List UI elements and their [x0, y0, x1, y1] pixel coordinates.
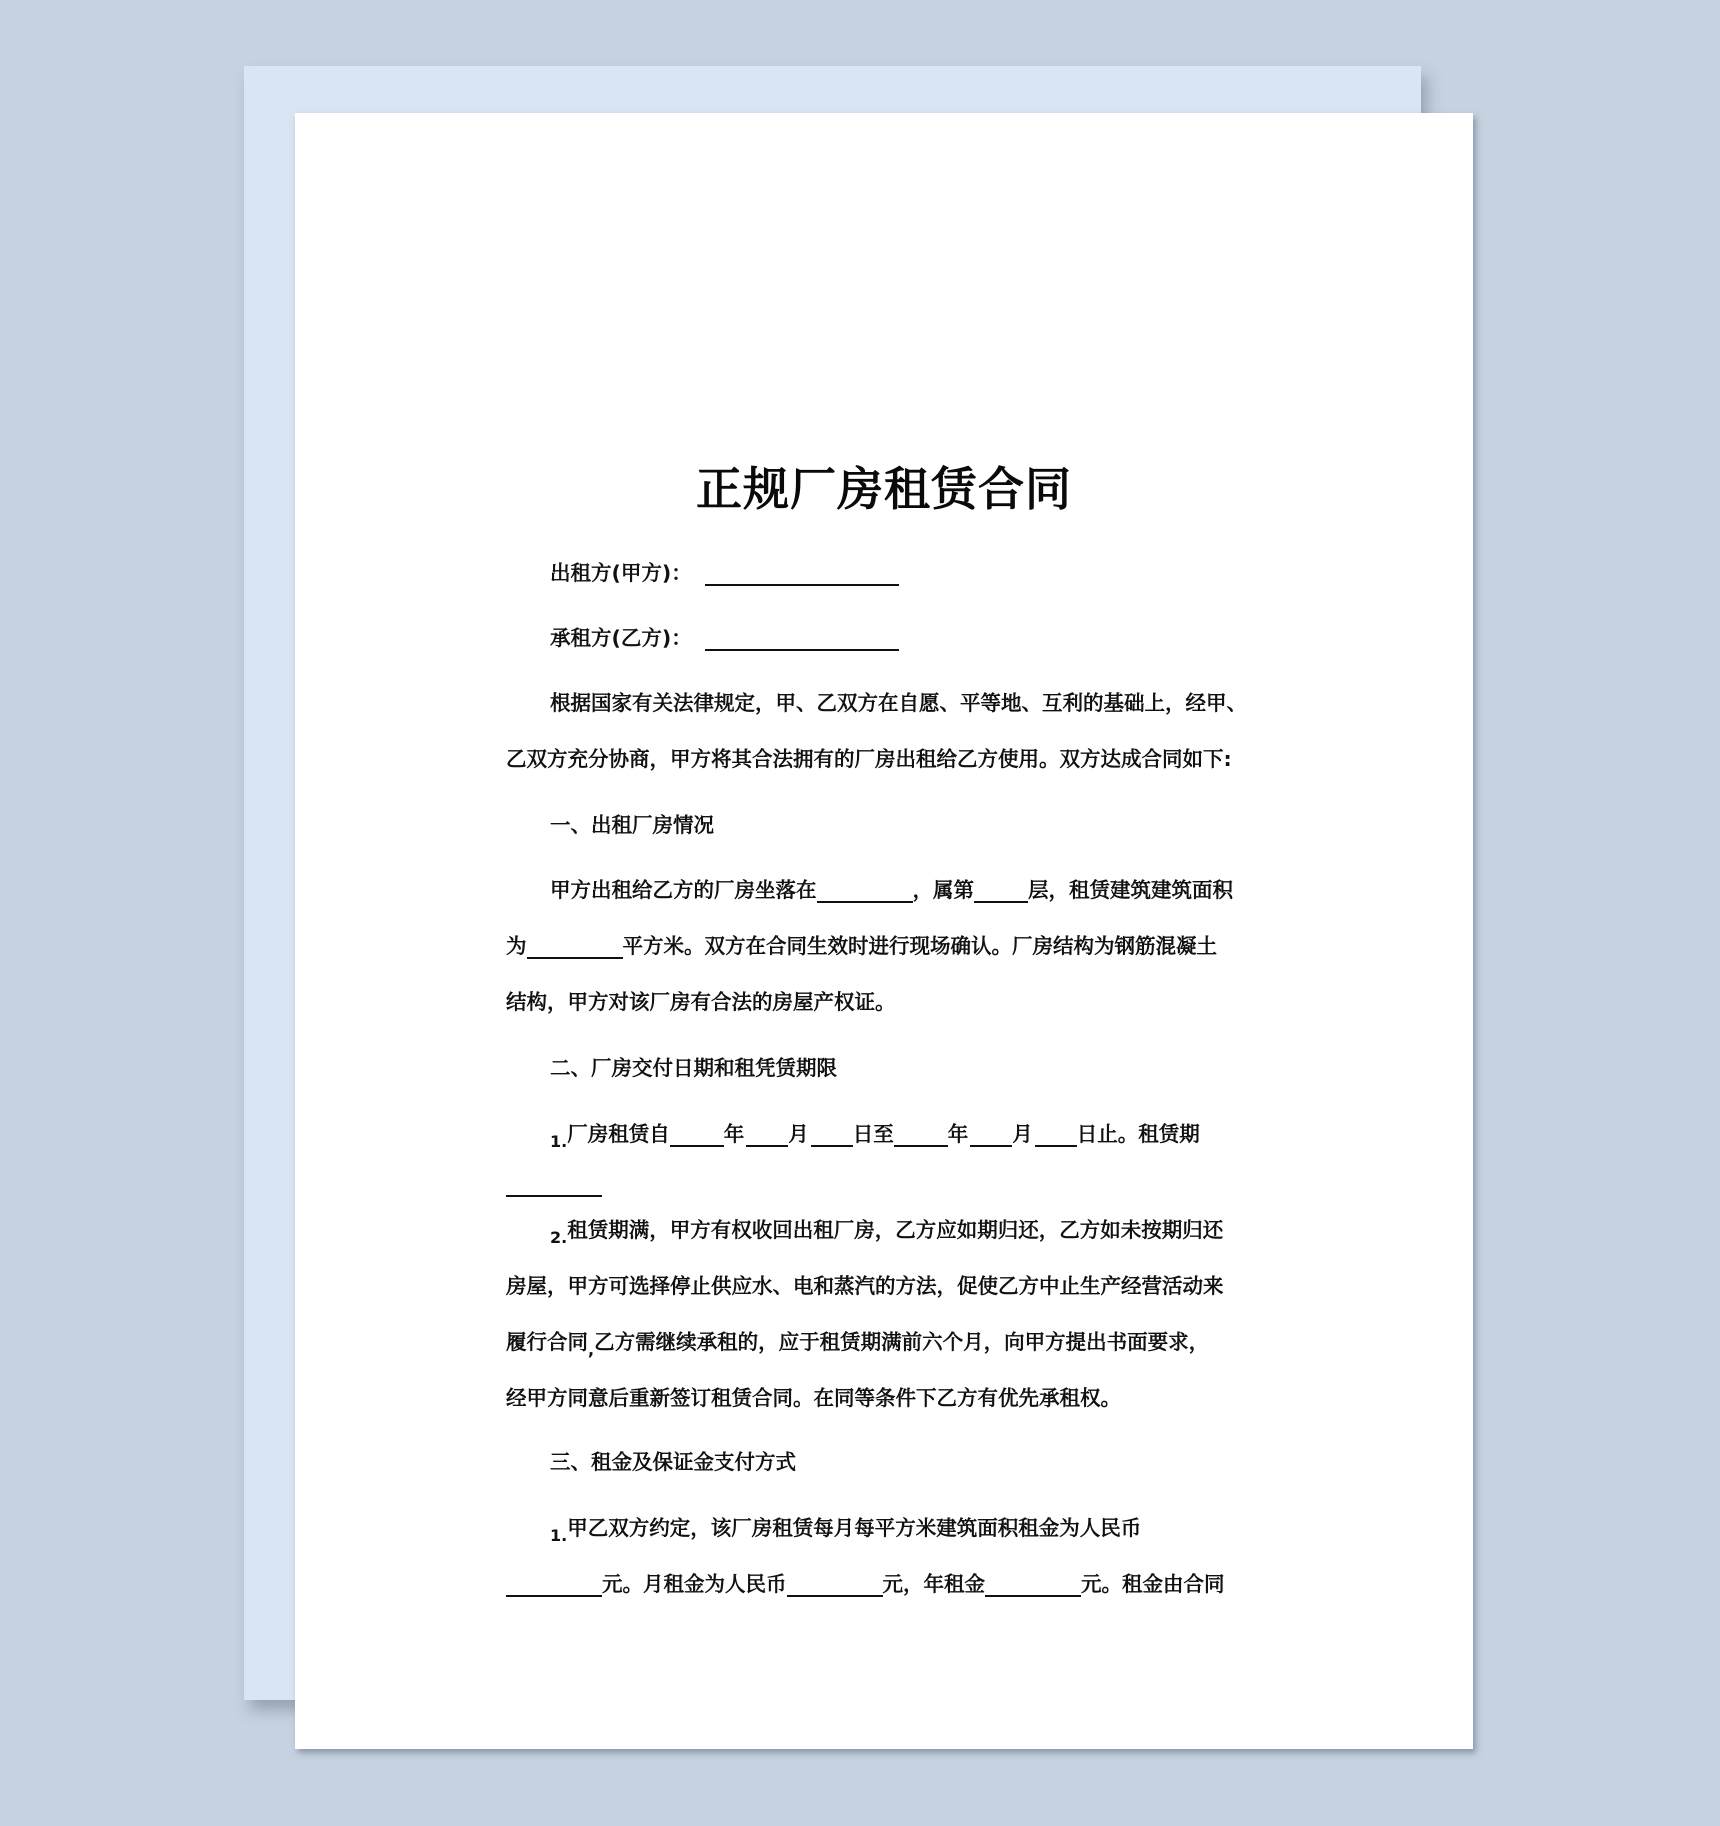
document-title: 正规厂房租赁合同 — [696, 462, 1072, 516]
text-segment: 履行合同 — [506, 1330, 588, 1354]
document-page — [295, 113, 1473, 1749]
section-2-item-1 — [506, 1106, 1200, 1162]
text-segment: 日止。租赁期 — [1076, 1122, 1200, 1146]
end-day-blank[interactable] — [1035, 1121, 1077, 1147]
section-1-heading: 一、出租厂房情况 — [550, 813, 714, 837]
preamble-line-1: 根据国家有关法律规定，甲、乙双方在自愿、平等地、互利的基础上，经甲、 — [550, 691, 1247, 715]
text-segment: 月 — [788, 1122, 809, 1146]
text-segment: 甲乙双方约定，该厂房租赁每月每平方米建筑面积租金为人民币 — [567, 1516, 1142, 1540]
item-number: 1. — [550, 1132, 568, 1151]
text-segment: 租赁期满，甲方有权收回出租厂房，乙方应如期归还，乙方如未按期归还 — [567, 1218, 1224, 1242]
section-3-item-1-line-1 — [506, 1500, 1141, 1556]
section-2-item-2-line-1 — [506, 1202, 1223, 1258]
text-segment: 年 — [723, 1122, 745, 1146]
monthly-rent-blank[interactable] — [787, 1571, 883, 1597]
text-segment: 甲方出租给乙方的厂房坐落在 — [550, 878, 817, 902]
text-segment: 月 — [1012, 1122, 1033, 1146]
section-2-heading: 二、厂房交付日期和租凭赁期限 — [550, 1056, 837, 1080]
lessee-label: 承租方(乙方)： — [550, 626, 692, 650]
text-segment: 元。月租金为人民币 — [602, 1572, 787, 1596]
section-2-item-2-line-4: 经甲方同意后重新签订租赁合同。在同等条件下乙方有优先承租权。 — [506, 1386, 1121, 1410]
start-month-blank[interactable] — [746, 1121, 788, 1147]
annual-rent-blank[interactable] — [985, 1571, 1081, 1597]
text-segment: 厂房租赁自 — [567, 1122, 670, 1146]
text-segment: 日至 — [852, 1122, 894, 1146]
section-1-para-line-3: 结构，甲方对该厂房有合法的房屋产权证。 — [506, 990, 896, 1014]
comma-mark: , — [588, 1340, 595, 1359]
start-day-blank[interactable] — [811, 1121, 853, 1147]
location-blank[interactable] — [817, 877, 913, 903]
lessor-label: 出租方(甲方)： — [550, 561, 692, 585]
section-1-para-line-2 — [506, 918, 1217, 974]
lease-term-blank[interactable] — [506, 1171, 602, 1197]
floor-blank[interactable] — [974, 877, 1028, 903]
section-2-item-2-line-2: 房屋，甲方可选择停止供应水、电和蒸汽的方法，促使乙方中止生产经营活动来 — [506, 1274, 1224, 1298]
area-blank[interactable] — [527, 933, 623, 959]
text-segment: 为 — [506, 934, 527, 958]
item-number: 1. — [550, 1526, 568, 1545]
lessor-line — [506, 545, 899, 601]
text-segment: 层，租赁建筑建筑面积 — [1028, 878, 1233, 902]
item-number: 2. — [550, 1228, 568, 1247]
section-2-item-2-line-3 — [506, 1314, 1209, 1370]
lessee-blank[interactable] — [705, 625, 899, 651]
text-segment: 平方米。双方在合同生效时进行现场确认。厂房结构为钢筋混凝土 — [622, 934, 1217, 958]
text-segment: 元，年租金 — [882, 1572, 985, 1596]
end-year-blank[interactable] — [894, 1121, 948, 1147]
text-segment: ，属第 — [912, 878, 974, 902]
text-segment: 年 — [947, 1122, 969, 1146]
lessee-line — [506, 610, 899, 666]
section-1-para-line-1 — [506, 862, 1233, 918]
rent-per-sqm-blank[interactable] — [506, 1571, 602, 1597]
lessor-blank[interactable] — [705, 560, 899, 586]
text-segment: 元。租金由合同 — [1081, 1572, 1225, 1596]
section-3-heading: 三、租金及保证金支付方式 — [550, 1450, 796, 1474]
preamble-line-2: 乙双方充分协商，甲方将其合法拥有的厂房出租给乙方使用。双方达成合同如下: — [506, 747, 1232, 771]
end-month-blank[interactable] — [970, 1121, 1012, 1147]
section-3-item-1-line-2 — [506, 1556, 1225, 1612]
start-year-blank[interactable] — [670, 1121, 724, 1147]
text-segment: 乙方需继续承租的，应于租赁期满前六个月，向甲方提出书面要求， — [594, 1330, 1210, 1354]
